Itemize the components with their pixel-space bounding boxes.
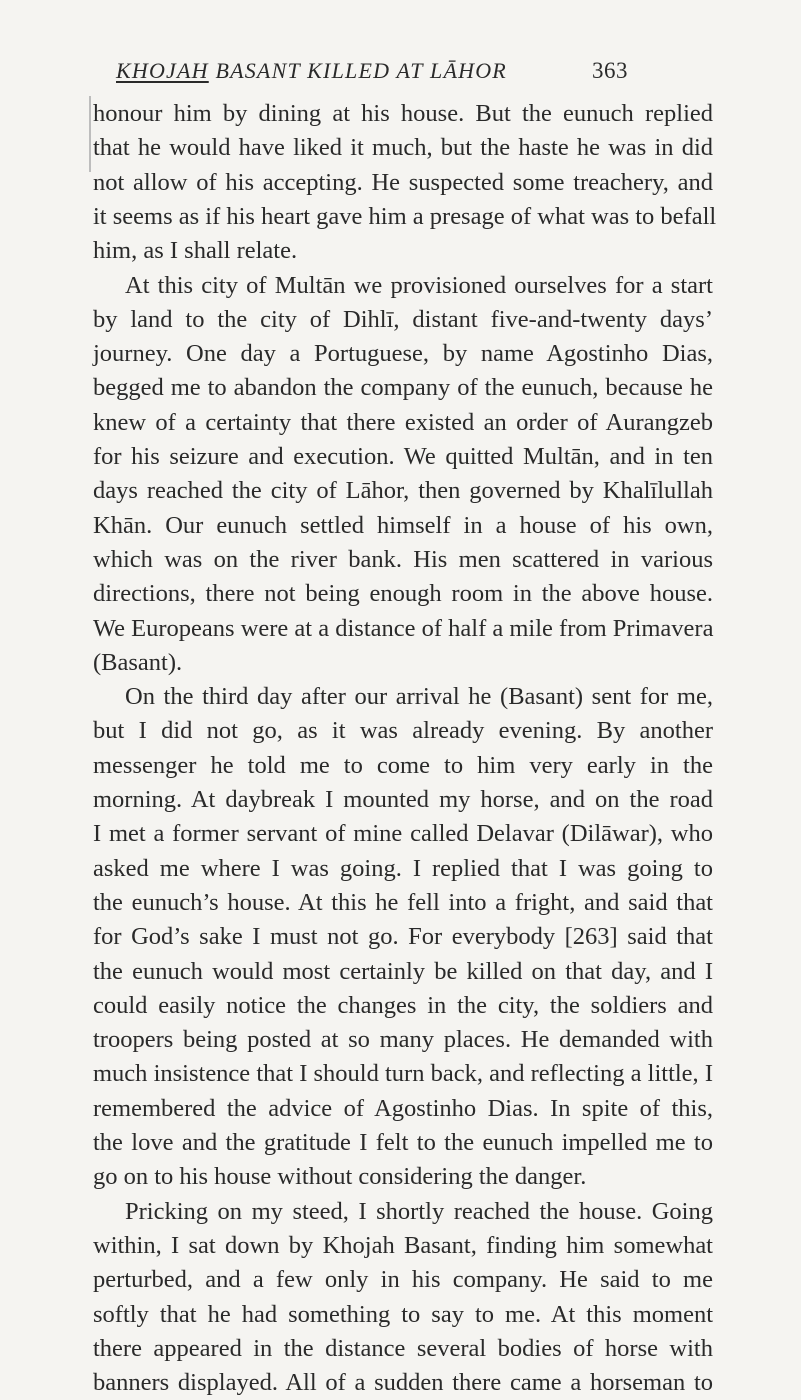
- text-line: it seems as if his heart gave him a presage of what was to befall: [93, 202, 717, 230]
- running-head-title-underlined: KHOJAH: [116, 58, 209, 83]
- text-line: asked me where I was going. I replied that I was going to: [93, 854, 713, 882]
- text-line: there appeared in the distance several bodies of horse with: [93, 1334, 713, 1362]
- text-line: Khān. Our eunuch settled himself in a house of his own,: [93, 511, 713, 539]
- text-line: We Europeans were at a distance of half a mile from Primavera: [93, 614, 714, 642]
- text-line: morning. At daybreak I mounted my horse, and on the road: [93, 786, 713, 813]
- text-line: within, I sat down by Khojah Basant, finding him somewhat: [93, 1231, 713, 1259]
- text-line: for God’s sake I must not go. For everybody [263] said that: [93, 923, 713, 951]
- text-line: messenger he told me to come to him very early in the: [93, 751, 713, 779]
- text-line: (Basant).: [93, 648, 183, 676]
- text-line: I met a former servant of mine called Delavar (Dilāwar), who: [93, 820, 713, 848]
- text-line: directions, there not being enough room in the above house.: [93, 580, 713, 608]
- text-line: On the third day after our arrival he (Basant) sent for me,: [125, 683, 713, 711]
- text-line: him, as I shall relate.: [93, 237, 298, 265]
- text-line: but I did not go, as it was already evening. By another: [93, 717, 713, 745]
- text-line: the eunuch would most certainly be killed on that day, and I: [93, 957, 713, 985]
- text-line: go on to his house without considering the danger.: [93, 1163, 587, 1191]
- running-head-title-rest: BASANT KILLED AT LĀHOR: [208, 58, 507, 83]
- text-line: which was on the river bank. His men scattered in various: [93, 545, 713, 573]
- text-line: softly that he had something to say to me. At this moment: [93, 1300, 713, 1328]
- margin-mark: [89, 96, 91, 172]
- text-line: Pricking on my steed, I shortly reached the house. Going: [125, 1197, 713, 1225]
- text-line: much insistence that I should turn back, and reflecting a little, I: [93, 1060, 713, 1088]
- text-line: remembered the advice of Agostinho Dias. In spite of this,: [93, 1094, 713, 1122]
- text-line: troopers being posted at so many places. He demanded with: [93, 1026, 713, 1054]
- text-line: At this city of Multān we provisioned ourselves for a start: [125, 271, 713, 299]
- text-line: for his seizure and execution. We quitted Multān, and in ten: [93, 443, 713, 470]
- running-head: [116, 58, 716, 92]
- text-line: knew of a certainty that there existed an order of Aurangzeb: [93, 408, 713, 436]
- text-line: banners displayed. All of a sudden there came a horseman to: [93, 1369, 713, 1397]
- text-line: days reached the city of Lāhor, then governed by Khalīlullah: [93, 477, 713, 505]
- text-line: the love and the gratitude I felt to the eunuch impelled me to: [93, 1129, 713, 1156]
- text-line: by land to the city of Dihlī, distant five-and-twenty days’: [93, 305, 713, 333]
- text-line: the eunuch’s house. At this he fell into a fright, and said that: [93, 888, 713, 916]
- page-number: 363: [592, 58, 628, 83]
- text-line: begged me to abandon the company of the eunuch, because he: [93, 374, 713, 402]
- text-line: perturbed, and a few only in his company. He said to me: [93, 1266, 713, 1294]
- text-line: could easily notice the changes in the city, the soldiers and: [93, 991, 713, 1019]
- text-line: that he would have liked it much, but the haste he was in did: [93, 134, 713, 162]
- text-line: not allow of his accepting. He suspected some treachery, and: [93, 168, 713, 196]
- text-line: honour him by dining at his house. But the eunuch replied: [93, 100, 713, 127]
- text-line: journey. One day a Portuguese, by name Agostinho Dias,: [93, 340, 713, 368]
- running-head-title: [116, 58, 507, 84]
